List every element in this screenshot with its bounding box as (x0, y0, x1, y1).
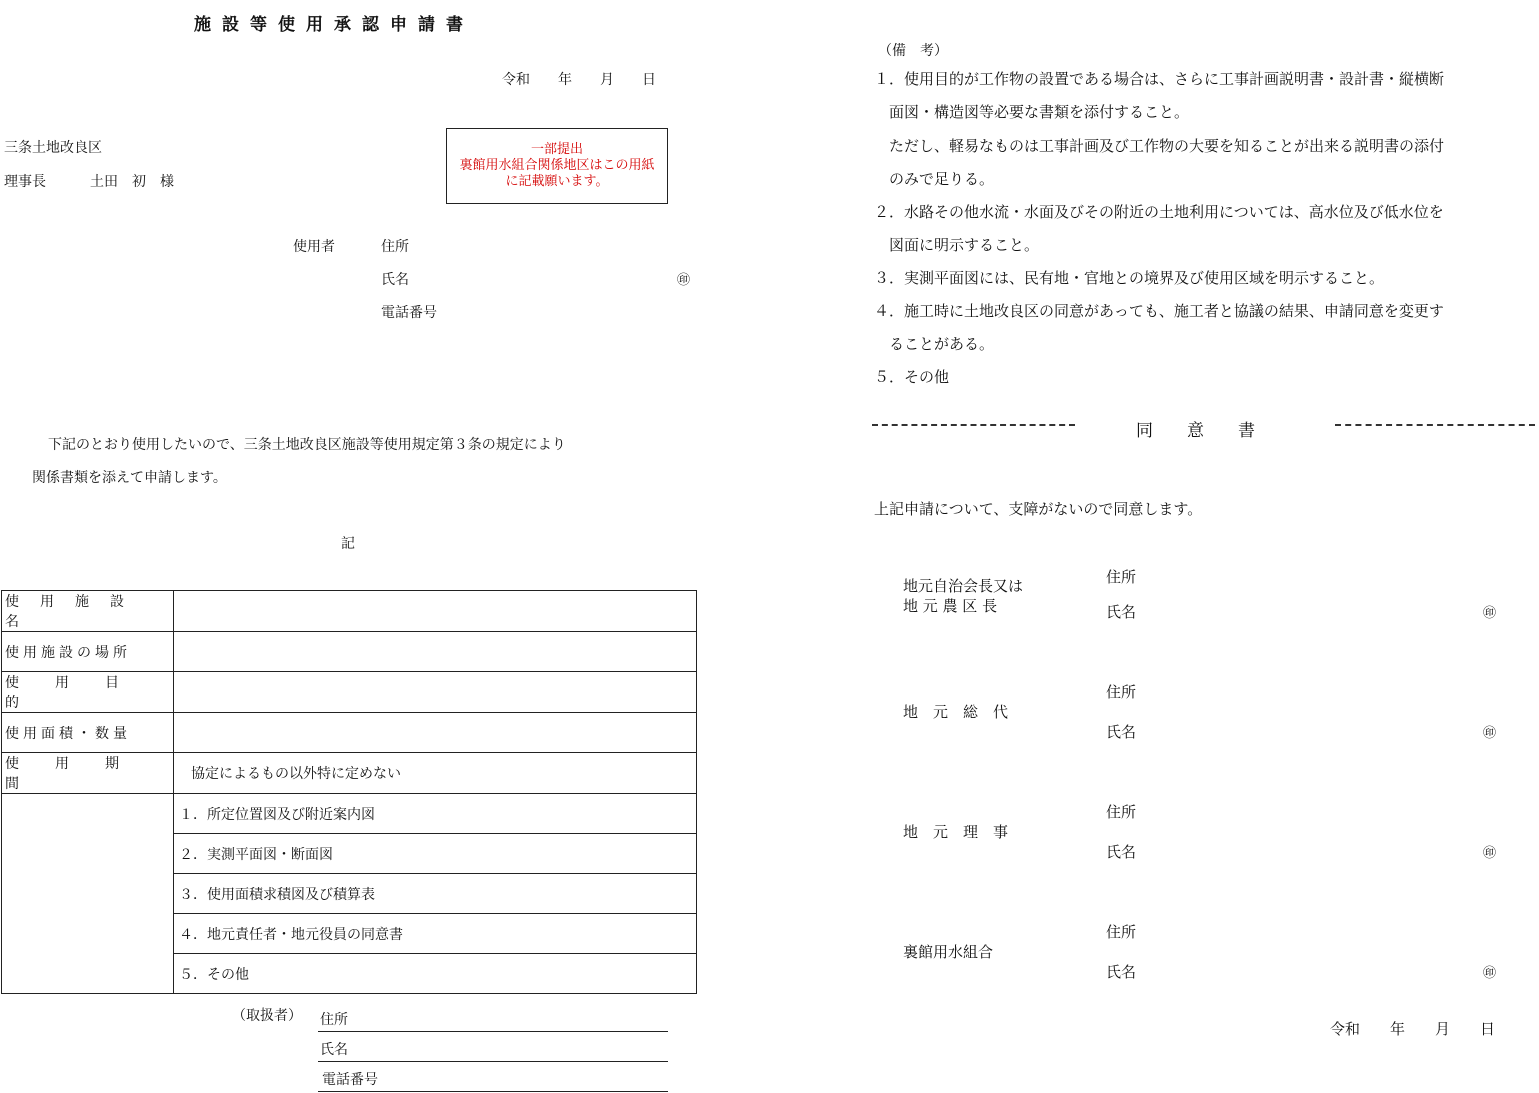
consent-statement: 上記申請について、支障がないので同意します。 (874, 500, 1203, 518)
cut-line-right (1335, 424, 1535, 426)
applicant-label: 使用者 (293, 239, 335, 255)
ki-mark: 記 (341, 536, 355, 552)
row-label-text: 使用施設の場所 (5, 644, 131, 661)
applicant-name-label: 氏名 (381, 272, 409, 288)
remarks-heading: （備 考） (878, 43, 948, 59)
table-row (2, 672, 697, 713)
attachment-item: １．所定位置図及び附近案内図 (174, 794, 697, 834)
remarks-line: ３．実測平面図には、民有地・官地との境界及び使用区域を明示すること。 (874, 269, 1385, 287)
seal-icon: ㊞ (1483, 606, 1497, 621)
remarks-line: ２．水路その他水流・水面及びその附近の土地利用については、高水位及び低水位を (874, 203, 1444, 221)
row-label-text: 使用施設名 (5, 594, 145, 630)
addressee-title: 理事長 (4, 174, 46, 190)
usage-period-text: 協定によるもの以外特に定めない (191, 766, 401, 782)
notice-line: 裏館用水組合関係地区はこの用紙 (459, 158, 655, 173)
row-label-text: 使用目的 (5, 675, 155, 711)
seal-icon: ㊞ (1483, 966, 1497, 981)
attachments-label-cell (2, 794, 174, 994)
handler-name-label: 氏名 (320, 1042, 348, 1058)
handler-phone-line[interactable] (318, 1091, 668, 1092)
remarks-line: ただし、軽易なものは工事計画及び工作物の大要を知ることが出来る説明書の添付 (874, 137, 1445, 155)
remarks-line: 図面に明示すること。 (874, 236, 1040, 254)
application-date: 令和 年 月 日 (502, 72, 656, 88)
table-row (2, 591, 697, 632)
row-label (2, 713, 174, 753)
remarks-line: １．使用目的が工作物の設置である場合は、さらに工事計画説明書・設計書・縦横断 (874, 70, 1445, 88)
row-label-text: 使用期間 (5, 756, 155, 792)
row-value[interactable] (174, 672, 697, 713)
table-row (2, 632, 697, 672)
signer-label: 地 元 総 代 (903, 703, 1009, 721)
body-text-line: 下記のとおり使用したいので、三条土地改良区施設等使用規定第３条の規定により (48, 437, 566, 453)
notice-line: 一部提出 (530, 142, 583, 157)
row-label (2, 672, 174, 713)
row-value[interactable] (174, 713, 697, 753)
signer-address-label: 住所 (1106, 683, 1137, 701)
remarks-line: ることがある。 (874, 335, 995, 353)
applicant-address-label: 住所 (381, 239, 409, 255)
row-label (2, 632, 174, 672)
handler-address-line[interactable] (318, 1031, 668, 1032)
row-label (2, 753, 174, 794)
table-row (2, 794, 697, 834)
handler-address-label: 住所 (320, 1012, 348, 1028)
signer-name-label: 氏名 (1106, 603, 1137, 621)
row-value[interactable] (174, 591, 697, 632)
attachment-item: ４．地元責任者・地元役員の同意書 (174, 914, 697, 954)
signer-name-label: 氏名 (1106, 723, 1137, 741)
signer-address-label: 住所 (1106, 568, 1137, 586)
cut-line-left (872, 424, 1075, 426)
row-label (2, 591, 174, 632)
attachment-item: ２．実測平面図・断面図 (174, 834, 697, 874)
consent-date: 令和 年 月 日 (1330, 1020, 1496, 1038)
signer-label: 地元自治会長又は (903, 577, 1024, 595)
consent-title: 同 意 書 (1136, 421, 1255, 441)
signer-label: 地 元 理 事 (903, 823, 1009, 841)
row-value[interactable] (174, 753, 697, 794)
remarks-line: のみで足りる。 (874, 170, 995, 188)
signer-label: 地 元 農 区 長 (903, 597, 998, 615)
row-value[interactable] (174, 632, 697, 672)
application-table (1, 590, 697, 994)
notice-box (446, 128, 668, 204)
remarks-line: 面図・構造図等必要な書類を添付すること。 (874, 103, 1190, 121)
addressee-name: 土田 初 様 (90, 174, 174, 190)
signer-address-label: 住所 (1106, 923, 1137, 941)
signer-address-label: 住所 (1106, 803, 1137, 821)
signer-name-label: 氏名 (1106, 843, 1137, 861)
row-label-text: 使用面積・数量 (5, 725, 131, 742)
seal-icon: ㊞ (1483, 846, 1497, 861)
signer-label: 裏館用水組合 (903, 943, 994, 961)
notice-line: に記載願います。 (505, 174, 609, 189)
seal-icon: ㊞ (677, 273, 691, 288)
body-text-line: 関係書類を添えて申請します。 (32, 470, 227, 486)
seal-icon: ㊞ (1483, 726, 1497, 741)
remarks-line: ４．施工時に土地改良区の同意があっても、施工者と協議の結果、申請同意を変更す (874, 302, 1444, 320)
handler-phone-label: 電話番号 (322, 1072, 378, 1088)
table-row (2, 713, 697, 753)
applicant-phone-label: 電話番号 (381, 305, 437, 321)
handler-label: （取扱者） (232, 1008, 302, 1024)
attachment-item: ３．使用面積求積図及び積算表 (174, 874, 697, 914)
table-row (2, 753, 697, 794)
attachment-item: ５．その他 (174, 954, 697, 994)
remarks-line: ５．その他 (874, 368, 950, 386)
page-title: 施設等使用承認申請書 (194, 15, 474, 35)
signer-name-label: 氏名 (1106, 963, 1137, 981)
handler-name-line[interactable] (318, 1061, 668, 1062)
addressee-org: 三条土地改良区 (4, 140, 102, 156)
